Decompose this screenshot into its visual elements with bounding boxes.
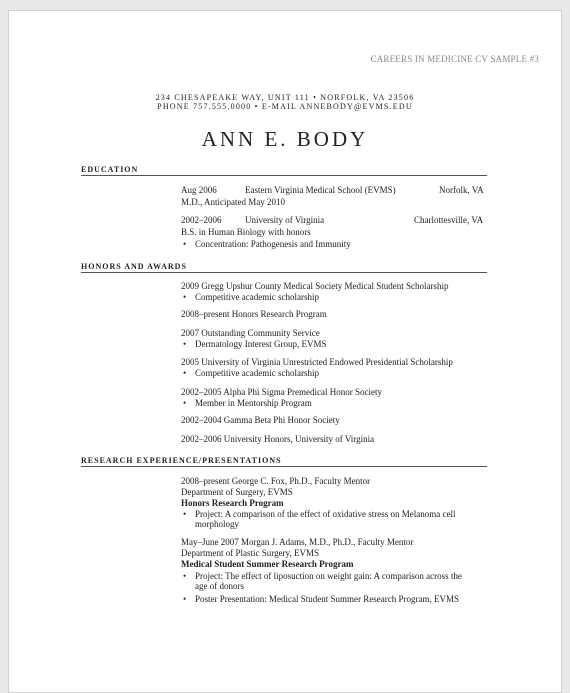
education-degree: B.S. in Human Biology with honors: [181, 227, 311, 237]
section-heading-honors: HONORS AND AWARDS: [81, 262, 487, 273]
honor-title: 2008–present Honors Research Program: [181, 309, 327, 319]
section-heading-education: EDUCATION: [81, 165, 487, 176]
document-title: CAREERS IN MEDICINE CV SAMPLE #3: [370, 54, 539, 64]
research-program: Medical Student Summer Research Program: [181, 559, 354, 569]
education-location: Norfolk, VA: [439, 185, 484, 195]
section-heading-research: RESEARCH EXPERIENCE/PRESENTATIONS: [81, 456, 487, 467]
education-school: University of Virginia: [245, 215, 325, 225]
honor-title: 2002–2006 University Honors, University of Virginia: [181, 434, 375, 444]
research-program: Honors Research Program: [181, 498, 284, 508]
education-date: Aug 2006: [181, 185, 217, 195]
candidate-name: ANN E. BODY: [201, 127, 369, 151]
contact-line: PHONE 757.555.0000 • E-MAIL ANNEBODY@EVMS.EDU: [157, 102, 413, 111]
cv-page: CAREERS IN MEDICINE CV SAMPLE #3 234 CHESAPEAKE WAY, UNIT 111 • NORFOLK, VA 23506 PHONE 757.555.0000 • E-MAIL ANNEBODY@EVMS.EDU ANN E. BODY EDUCATION Aug 2006 Eastern Virginia Medical School (EVMS) Norfolk, VA M.D., Anticipated May 2010 2002–2006 University of Virginia Charlottesville, VA B.S. in Human Biology with honors • Concentration: Pathogenesis and Immunity HONORS AND AWARDS 2009 Gregg Upshur County Medical Society Medical Student Scholarship • Competitive academic scholarship 2008–present Honors Research Program 2007 Outstanding Community Service • Dermatology Interest Group, EVMS 2005 University of Virginia Unrestricted Endowed Presidential Scholarship • Competitive academic scholarship 2002–2005 Alpha Phi Sigma Premedical Honor Society • Member in Mentorship Program 2002–2004 Gamma Beta Phi Honor Society 2002–2006 University Honors, University of Virginia RESEARCH EXPERIENCE/PRESENTATIONS 2008–present George C. Fox, Ph.D., Faculty Mentor Department of Surgery, EVMS Honors Research Program • Project: A comparison of the effect of oxidative stress on Melanoma cell morphology May–June 2007 Morgan J. Adams, M.D., Ph.D., Faculty Mentor Department of Plastic Surgery, EVMS Medical Student Summer Research Program • Project: The effect of liposuction on weight gain: A comparison across the age of donors • Poster Presentation: Medical Student Summer Research Program, EVMS: [8, 10, 562, 693]
research-mentor: 2008–present George C. Fox, Ph.D., Faculty Mentor: [181, 476, 371, 486]
education-degree: M.D., Anticipated May 2010: [181, 197, 285, 207]
honor-title: 2002–2004 Gamma Beta Phi Honor Society: [181, 415, 340, 425]
education-location: Charlottesville, VA: [414, 215, 484, 225]
research-department: Department of Surgery, EVMS: [181, 487, 293, 497]
honor-title: 2005 University of Virginia Unrestricted Endowed Presidential Scholarship: [181, 357, 453, 367]
honor-title: 2007 Outstanding Community Service: [181, 328, 320, 338]
research-department: Department of Plastic Surgery, EVMS: [181, 548, 319, 558]
honor-title: 2002–2005 Alpha Phi Sigma Premedical Honor Society: [181, 387, 382, 397]
education-date: 2002–2006: [181, 215, 222, 225]
research-mentor: May–June 2007 Morgan J. Adams, M.D., Ph.D., Faculty Mentor: [181, 537, 414, 547]
honor-title: 2009 Gregg Upshur County Medical Society Medical Student Scholarship: [181, 281, 449, 291]
address-line: 234 CHESAPEAKE WAY, UNIT 111 • NORFOLK, VA 23506: [155, 93, 415, 102]
education-school: Eastern Virginia Medical School (EVMS): [245, 185, 396, 195]
